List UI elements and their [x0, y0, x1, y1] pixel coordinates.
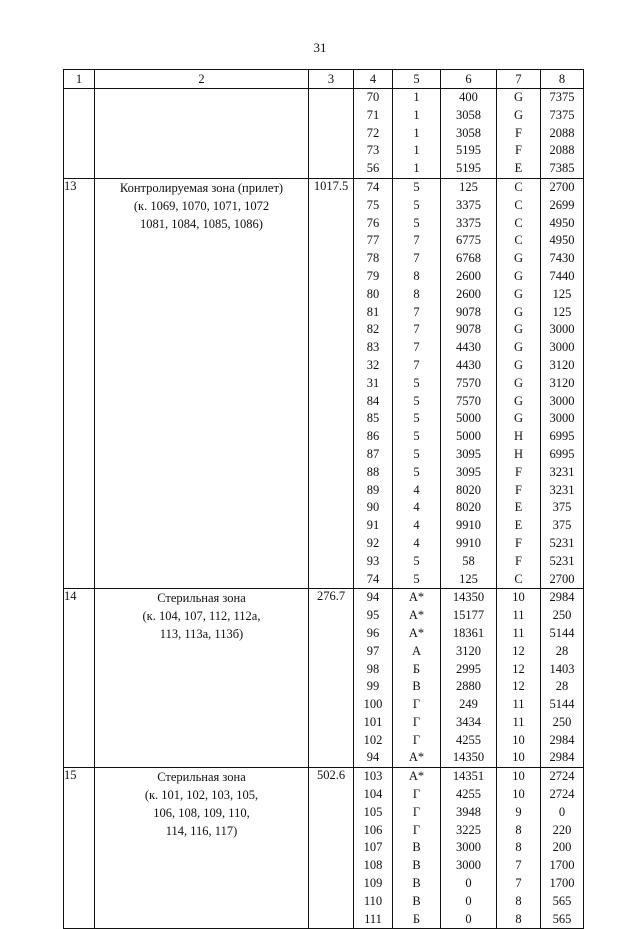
table-cell: E: [514, 500, 523, 515]
table-cell: 89: [366, 482, 380, 497]
table-cell: 94: [366, 750, 380, 765]
col-header-7: 7: [497, 70, 541, 89]
table-cell: 102: [363, 732, 383, 747]
table-cell: Г: [412, 822, 421, 837]
col-7-values: [497, 178, 541, 588]
table-cell: 2700: [549, 179, 575, 194]
table-cell: 78: [366, 251, 380, 266]
table-cell: 5: [413, 571, 420, 586]
table-cell: 91: [366, 518, 380, 533]
table-cell: 71: [366, 107, 380, 122]
table-cell: C: [514, 233, 523, 248]
table-cell: 7375: [549, 107, 575, 122]
table-cell: F: [515, 125, 522, 140]
table-cell: Г: [412, 787, 421, 802]
table-cell: 97: [366, 643, 380, 658]
table-cell: 90: [366, 500, 380, 515]
table-cell: 2984: [549, 732, 575, 747]
table-cell: A*: [408, 769, 425, 784]
table-cell: 11: [512, 625, 525, 640]
table-cell: Г: [412, 697, 421, 712]
table-cell: 1700: [549, 876, 575, 891]
table-cell: 8: [515, 911, 522, 926]
table-cell: G: [513, 286, 524, 301]
table-cell: 5195: [456, 143, 481, 158]
table-cell: 84: [366, 393, 380, 408]
table-cell: G: [513, 375, 524, 390]
table-cell: 400: [459, 90, 478, 104]
table-cell: F: [515, 143, 522, 158]
table-cell: 2984: [549, 750, 575, 765]
table-cell: G: [513, 304, 524, 319]
table-cell: 11: [512, 714, 525, 729]
table-cell: 3058: [456, 107, 481, 122]
table-cell: 93: [366, 553, 380, 568]
table-cell: 7570: [456, 375, 481, 390]
table-cell: A: [411, 643, 422, 658]
table-cell: B: [412, 679, 421, 694]
table-cell: 88: [366, 464, 380, 479]
section-number: 13: [64, 178, 95, 588]
table-cell: 4430: [456, 340, 481, 355]
table-cell: 7: [413, 357, 420, 372]
col-8-values: [541, 89, 584, 179]
table-cell: G: [513, 411, 524, 426]
table-cell: 31: [366, 375, 380, 390]
table-cell: 92: [366, 535, 380, 550]
table-cell: 82: [366, 322, 380, 337]
col-8-values: [541, 589, 584, 768]
table-cell: 125: [552, 286, 572, 301]
table-cell: 125: [552, 304, 572, 319]
table-cell: 14350: [452, 590, 485, 605]
table-cell: A*: [408, 608, 425, 623]
table-cell: 2724: [549, 769, 575, 784]
zone-area: 502.6: [309, 768, 354, 929]
table-cell: 3000: [549, 411, 575, 426]
zone-name-line: (к. 101, 102, 103, 105,: [144, 788, 259, 803]
table-cell: H: [513, 446, 524, 461]
table-cell: C: [514, 571, 523, 586]
table-cell: 3225: [456, 822, 481, 837]
table-cell: 107: [363, 840, 383, 855]
table-cell: 12: [512, 661, 525, 676]
zone-name: [95, 89, 309, 179]
table-cell: B: [412, 893, 421, 908]
table-cell: 3120: [456, 643, 481, 658]
table-cell: 8: [413, 268, 420, 283]
table-cell: 7: [413, 251, 420, 266]
table-cell: 96: [366, 625, 380, 640]
table-cell: 4: [413, 482, 420, 497]
table-cell: 3375: [456, 197, 481, 212]
table-cell: 86: [366, 429, 380, 444]
table-cell: 2699: [549, 197, 575, 212]
table-cell: 15177: [452, 608, 485, 623]
zone-area: 276.7: [309, 589, 354, 768]
table-cell: 4: [413, 518, 420, 533]
table-cell: 10: [512, 787, 525, 802]
table-cell: 4430: [456, 357, 481, 372]
table-cell: 3231: [549, 482, 575, 497]
zone-name-line: (к. 1069, 1070, 1071, 1072: [133, 198, 270, 213]
table-cell: E: [514, 161, 523, 176]
col-6-values: [441, 589, 497, 768]
table-cell: 0: [558, 804, 566, 819]
table-cell: 106: [363, 822, 383, 837]
table-cell: 80: [366, 286, 380, 301]
table-cell: F: [515, 535, 522, 550]
table-cell: 200: [552, 840, 572, 855]
table-cell: 76: [366, 215, 380, 230]
table-cell: 4255: [456, 732, 481, 747]
table-cell: 5: [413, 375, 420, 390]
table-cell: 85: [366, 411, 380, 426]
col-6-values: [441, 178, 497, 588]
table-cell: 5144: [549, 697, 575, 712]
zone-name-line: 114, 116, 117): [165, 824, 238, 839]
col-5-values: [393, 89, 441, 179]
table-cell: A*: [408, 590, 425, 605]
table-cell: 7: [413, 340, 420, 355]
table-cell: 5: [413, 464, 420, 479]
table-cell: 111: [364, 911, 382, 926]
table-cell: 1403: [549, 661, 575, 676]
table-cell: 5144: [549, 625, 575, 640]
table-cell: F: [515, 482, 522, 497]
zone-name-line: 113, 113а, 113б): [159, 627, 244, 642]
table-cell: 2600: [456, 268, 481, 283]
table-cell: 1: [413, 125, 420, 140]
col-header-8: 8: [541, 70, 584, 89]
table-cell: 6775: [456, 233, 481, 248]
table-cell: 10: [512, 750, 525, 765]
table-cell: 58: [462, 553, 475, 568]
table-cell: 2880: [456, 679, 481, 694]
table-cell: 12: [512, 679, 525, 694]
table-cell: 9910: [456, 535, 481, 550]
col-5-values: [393, 589, 441, 768]
table-cell: 101: [363, 714, 383, 729]
table-cell: 81: [366, 304, 380, 319]
table-cell: 3120: [549, 357, 575, 372]
zone-name-line: 1081, 1084, 1085, 1086): [140, 216, 263, 231]
table-cell: 0: [465, 911, 472, 926]
zone-name-line: 106, 108, 109, 110,: [153, 806, 250, 821]
table-cell: B: [412, 858, 421, 873]
col-8-values: [541, 178, 584, 588]
table-cell: 1: [413, 143, 420, 158]
table-cell: 3000: [456, 840, 481, 855]
table-cell: A*: [408, 625, 425, 640]
table-cell: 5000: [456, 429, 481, 444]
table-cell: Г: [412, 714, 421, 729]
table-cell: 2088: [549, 125, 575, 140]
table-cell: 4255: [456, 787, 481, 802]
table-cell: 9078: [456, 322, 481, 337]
table-cell: 8020: [456, 482, 481, 497]
table-cell: 3000: [549, 393, 575, 408]
table-cell: 7385: [549, 161, 575, 176]
table-cell: 14351: [452, 769, 485, 784]
table-cell: 100: [363, 697, 383, 712]
col-7-values: [497, 589, 541, 768]
table-cell: 3058: [456, 125, 481, 140]
table-cell: 5: [413, 179, 420, 194]
table-cell: 1: [413, 161, 420, 176]
table-cell: Б: [412, 661, 421, 676]
table-cell: 2995: [456, 661, 481, 676]
col-header-3: 3: [309, 70, 354, 89]
table-cell: 9910: [456, 518, 481, 533]
table-cell: 10: [512, 590, 525, 605]
zone-section-row: [64, 589, 584, 768]
table-cell: G: [513, 340, 524, 355]
zone-name-line: Контролируемая зона (прилет): [119, 180, 284, 195]
table-cell: 79: [366, 268, 380, 283]
table-cell: G: [513, 107, 524, 122]
table-cell: 2700: [549, 571, 575, 586]
table-cell: 220: [552, 822, 572, 837]
table-cell: 103: [363, 769, 383, 784]
table-cell: 108: [363, 858, 383, 873]
col-4-values: [354, 178, 393, 588]
table-cell: 5: [413, 393, 420, 408]
table-cell: 110: [363, 893, 383, 908]
table-cell: 3375: [456, 215, 481, 230]
zone-area: [309, 89, 354, 179]
table-cell: H: [513, 429, 524, 444]
table-cell: G: [513, 357, 524, 372]
table-cell: 109: [363, 876, 383, 891]
table-cell: 375: [552, 500, 572, 515]
table-cell: 0: [465, 893, 472, 908]
table-cell: 11: [512, 608, 525, 623]
table-cell: 2724: [549, 787, 575, 802]
table-cell: 5: [413, 197, 420, 212]
table-cell: 32: [366, 357, 380, 372]
table-cell: 105: [363, 804, 383, 819]
col-4-values: [354, 589, 393, 768]
table-cell: 5195: [456, 161, 481, 176]
table-cell: 249: [459, 697, 478, 712]
table-cell: 74: [366, 179, 380, 194]
table-cell: 83: [366, 340, 380, 355]
table-cell: F: [515, 464, 522, 479]
table-cell: Б: [412, 911, 421, 926]
table-cell: 9078: [456, 304, 481, 319]
table-cell: 10: [512, 769, 525, 784]
table-cell: 87: [366, 446, 380, 461]
table-cell: 1: [413, 90, 420, 104]
col-6-values: [441, 89, 497, 179]
zone-name-line: Стерильная зона: [157, 591, 246, 606]
table-cell: 125: [459, 179, 478, 194]
section-number: 14: [64, 589, 95, 768]
table-cell: 2600: [456, 286, 481, 301]
zone-section-row: [64, 178, 584, 588]
table-cell: 7: [413, 304, 420, 319]
table-cell: 7570: [456, 393, 481, 408]
table-cell: 8: [515, 822, 522, 837]
table-cell: 7: [515, 876, 522, 891]
table-cell: 4950: [549, 215, 575, 230]
table-cell: 14350: [452, 750, 485, 765]
zone-name-line: (к. 104, 107, 112, 112а,: [142, 609, 261, 624]
table-cell: 565: [552, 893, 572, 908]
table-cell: 4: [413, 535, 420, 550]
table-cell: 7440: [549, 268, 575, 283]
table-cell: 125: [459, 571, 478, 586]
zone-name-line: Стерильная зона: [157, 770, 246, 785]
table-cell: 1: [413, 107, 420, 122]
table-cell: 3231: [549, 464, 575, 479]
page-number: 31: [313, 40, 327, 55]
header-row: [64, 70, 584, 89]
table-cell: G: [513, 268, 524, 283]
table-cell: 3120: [549, 375, 575, 390]
table-cell: 72: [366, 125, 380, 140]
col-header-2: 2: [95, 70, 309, 89]
table-cell: 104: [363, 787, 383, 802]
col-header-4: 4: [354, 70, 393, 89]
table-cell: 3095: [456, 446, 481, 461]
table-cell: 28: [555, 679, 569, 694]
table-cell: A*: [408, 750, 425, 765]
table-cell: 98: [366, 661, 380, 676]
table-cell: 3000: [456, 858, 481, 873]
table-cell: E: [514, 518, 523, 533]
table-cell: 3095: [456, 464, 481, 479]
table-cell: 4950: [549, 233, 575, 248]
table-cell: C: [514, 179, 523, 194]
table-cell: C: [514, 215, 523, 230]
table-cell: 7: [515, 858, 522, 873]
table-cell: 7: [413, 233, 420, 248]
table-cell: 94: [366, 590, 380, 605]
zone-name: [95, 589, 309, 768]
table-cell: 6995: [549, 446, 575, 461]
table-cell: 3948: [456, 804, 481, 819]
table-cell: 9: [515, 804, 522, 819]
zone-table: [63, 69, 584, 929]
table-cell: 18361: [452, 625, 485, 640]
table-cell: G: [513, 251, 524, 266]
table-cell: 5231: [549, 535, 575, 550]
table-cell: 3000: [549, 322, 575, 337]
table-cell: 77: [366, 233, 380, 248]
table-cell: 0: [465, 876, 472, 891]
table-cell: Г: [412, 804, 421, 819]
table-cell: 565: [552, 911, 572, 926]
table-cell: 7: [413, 322, 420, 337]
table-cell: 11: [512, 697, 525, 712]
table-cell: G: [513, 393, 524, 408]
table-cell: 73: [366, 143, 380, 158]
zone-area: 1017.5: [309, 178, 354, 588]
table-cell: B: [412, 876, 421, 891]
col-header-5: 5: [393, 70, 441, 89]
table-cell: 4: [413, 500, 420, 515]
table-cell: 5: [413, 411, 420, 426]
col-4-values: [354, 89, 393, 179]
table-cell: 8020: [456, 500, 481, 515]
table-cell: 56: [366, 161, 380, 176]
col-header-6: 6: [441, 70, 497, 89]
table-cell: 5: [413, 446, 420, 461]
table-cell: 2984: [549, 590, 575, 605]
table-cell: 28: [555, 643, 569, 658]
section-number: 15: [64, 768, 95, 929]
zone-section-row: [64, 89, 584, 179]
table-cell: 7375: [549, 90, 575, 104]
table-cell: 8: [515, 840, 522, 855]
table-cell: 1700: [549, 858, 575, 873]
table-cell: 2088: [549, 143, 575, 158]
table-cell: 3000: [549, 340, 575, 355]
table-cell: 5: [413, 429, 420, 444]
table-cell: 8: [515, 893, 522, 908]
table-cell: 70: [366, 90, 380, 104]
table-cell: 95: [366, 608, 380, 623]
table-cell: 5231: [549, 553, 575, 568]
zone-name: [95, 178, 309, 588]
table-cell: 5: [413, 553, 420, 568]
table-cell: 250: [552, 608, 572, 623]
table-cell: G: [513, 90, 524, 104]
table-cell: C: [514, 197, 523, 212]
table-cell: 6768: [456, 251, 481, 266]
table-cell: 5: [413, 215, 420, 230]
col-5-values: [393, 178, 441, 588]
table-cell: 74: [366, 571, 380, 586]
col-header-1: 1: [64, 70, 95, 89]
table-cell: 375: [552, 518, 572, 533]
table-cell: 99: [366, 679, 380, 694]
table-cell: F: [515, 553, 522, 568]
table-cell: G: [513, 322, 524, 337]
table-cell: 10: [512, 732, 525, 747]
table-cell: 12: [512, 643, 525, 658]
table-cell: Г: [412, 732, 421, 747]
zone-table-body: [64, 89, 584, 929]
table-cell: 6995: [549, 429, 575, 444]
table-cell: 8: [413, 286, 420, 301]
table-cell: 3434: [456, 714, 481, 729]
table-cell: 250: [552, 714, 572, 729]
section-number: [64, 89, 95, 179]
table-cell: 5000: [456, 411, 481, 426]
table-cell: 75: [366, 197, 380, 212]
table-cell: 7430: [549, 251, 575, 266]
col-7-values: [497, 89, 541, 179]
table-cell: B: [412, 840, 421, 855]
